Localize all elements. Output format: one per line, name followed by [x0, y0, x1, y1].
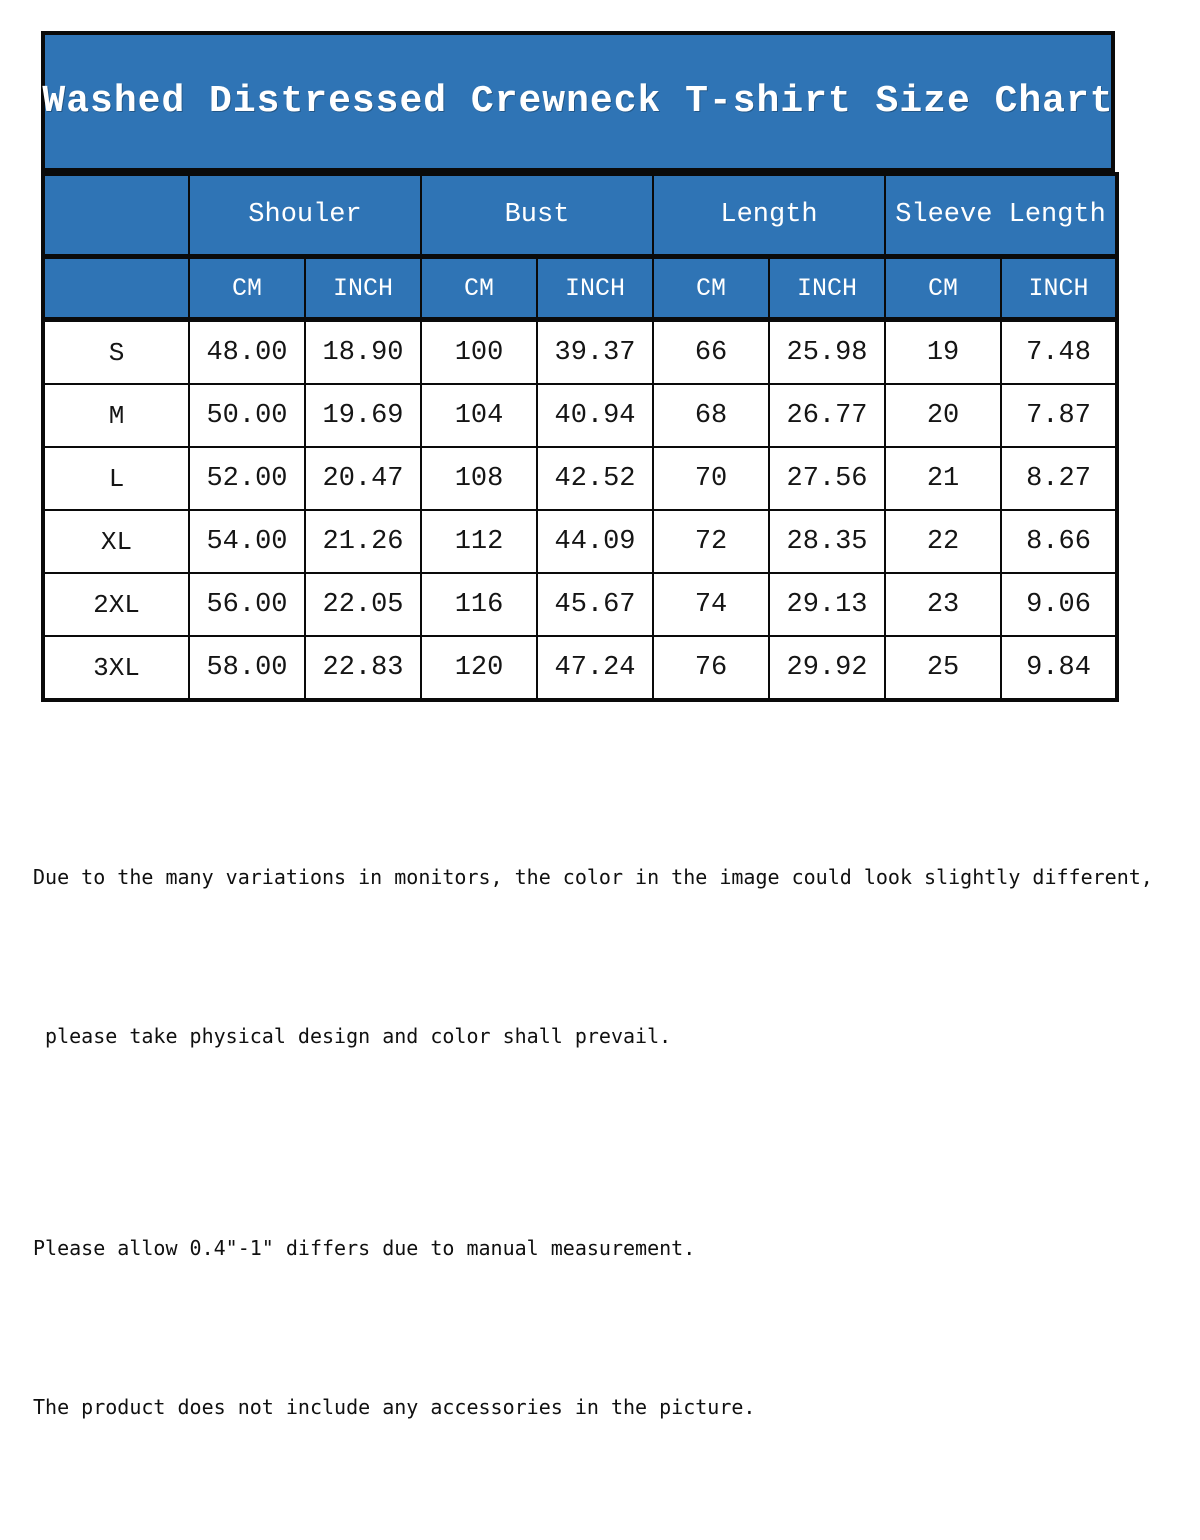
note-manual-measurement: Please allow 0.4"-1" differs due to manual measurement.: [33, 1236, 696, 1260]
measurement-cell: 25.98: [769, 320, 885, 385]
unit-header-cm-6: CM: [885, 257, 1001, 320]
measurement-cell: 19: [885, 320, 1001, 385]
measurement-cell: 47.24: [537, 636, 653, 700]
measurement-cell: 108: [421, 447, 537, 510]
measurement-cell: 42.52: [537, 447, 653, 510]
unit-header-cm-4: CM: [653, 257, 769, 320]
corner-cell-sub: [43, 257, 189, 320]
measurement-cell: 104: [421, 384, 537, 447]
unit-header-inch-1: INCH: [305, 257, 421, 320]
note-monitor-variation-line1: Due to the many variations in monitors, the color in the image could look slightly different,: [33, 865, 1153, 889]
measurement-cell: 22.83: [305, 636, 421, 700]
table-head: [43, 174, 1117, 320]
size-table: [41, 172, 1119, 702]
group-header-sleeve-length: Sleeve Length: [885, 174, 1117, 257]
size-label: 2XL: [43, 573, 189, 636]
measurement-cell: 48.00: [189, 320, 305, 385]
measurement-cell: 76: [653, 636, 769, 700]
measurement-cell: 74: [653, 573, 769, 636]
measurement-cell: 72: [653, 510, 769, 573]
measurement-cell: 19.69: [305, 384, 421, 447]
group-header-length: Length: [653, 174, 885, 257]
measurement-cell: 27.56: [769, 447, 885, 510]
measurement-cell: 7.48: [1001, 320, 1117, 385]
measurement-cell: 22: [885, 510, 1001, 573]
measurement-cell: 26.77: [769, 384, 885, 447]
measurement-cell: 116: [421, 573, 537, 636]
measurement-cell: 21: [885, 447, 1001, 510]
measurement-cell: 68: [653, 384, 769, 447]
measurement-cell: 23: [885, 573, 1001, 636]
page-title: Washed Distressed Crewneck T-shirt Size Chart: [42, 80, 1114, 123]
measurement-cell: 20.47: [305, 447, 421, 510]
measurement-cell: 112: [421, 510, 537, 573]
measurement-cell: 45.67: [537, 573, 653, 636]
table-row-l: [43, 447, 1117, 510]
table-row-s: [43, 320, 1117, 385]
note-monitor-variation-line2: please take physical design and color shall prevail.: [33, 1024, 672, 1048]
measurement-cell: 100: [421, 320, 537, 385]
group-header-shouler: Shouler: [189, 174, 421, 257]
measurement-cell: 7.87: [1001, 384, 1117, 447]
measurement-cell: 58.00: [189, 636, 305, 700]
measurement-cell: 56.00: [189, 573, 305, 636]
measurement-cell: 39.37: [537, 320, 653, 385]
note-accessories: The product does not include any accessories in the picture.: [33, 1395, 756, 1419]
measurement-cell: 18.90: [305, 320, 421, 385]
size-label: 3XL: [43, 636, 189, 700]
table-row-2xl: [43, 573, 1117, 636]
table-body: [43, 320, 1117, 701]
corner-cell: [43, 174, 189, 257]
measurement-cell: 9.84: [1001, 636, 1117, 700]
table-row-xl: [43, 510, 1117, 573]
unit-header-cm-0: CM: [189, 257, 305, 320]
group-header-bust: Bust: [421, 174, 653, 257]
unit-header-inch-3: INCH: [537, 257, 653, 320]
unit-header-cm-2: CM: [421, 257, 537, 320]
measurement-cell: 21.26: [305, 510, 421, 573]
measurement-cell: 50.00: [189, 384, 305, 447]
measurement-cell: 25: [885, 636, 1001, 700]
measurement-cell: 54.00: [189, 510, 305, 573]
measurement-cell: 120: [421, 636, 537, 700]
table-row-3xl: [43, 636, 1117, 700]
measurement-cell: 40.94: [537, 384, 653, 447]
measurement-cell: 8.27: [1001, 447, 1117, 510]
measurement-cell: 29.13: [769, 573, 885, 636]
measurement-cell: 22.05: [305, 573, 421, 636]
measurement-cell: 8.66: [1001, 510, 1117, 573]
banner: [41, 31, 1115, 172]
size-label: S: [43, 320, 189, 385]
measurement-cell: 52.00: [189, 447, 305, 510]
measurement-cell: 44.09: [537, 510, 653, 573]
unit-header-inch-7: INCH: [1001, 257, 1117, 320]
measurement-cell: 20: [885, 384, 1001, 447]
measurement-cell: 70: [653, 447, 769, 510]
measurement-cell: 9.06: [1001, 573, 1117, 636]
size-label: M: [43, 384, 189, 447]
unit-header-inch-5: INCH: [769, 257, 885, 320]
notes: [33, 745, 1153, 1540]
measurement-cell: 28.35: [769, 510, 885, 573]
size-label: XL: [43, 510, 189, 573]
measurement-cell: 29.92: [769, 636, 885, 700]
size-label: L: [43, 447, 189, 510]
table-row-m: [43, 384, 1117, 447]
measurement-cell: 66: [653, 320, 769, 385]
